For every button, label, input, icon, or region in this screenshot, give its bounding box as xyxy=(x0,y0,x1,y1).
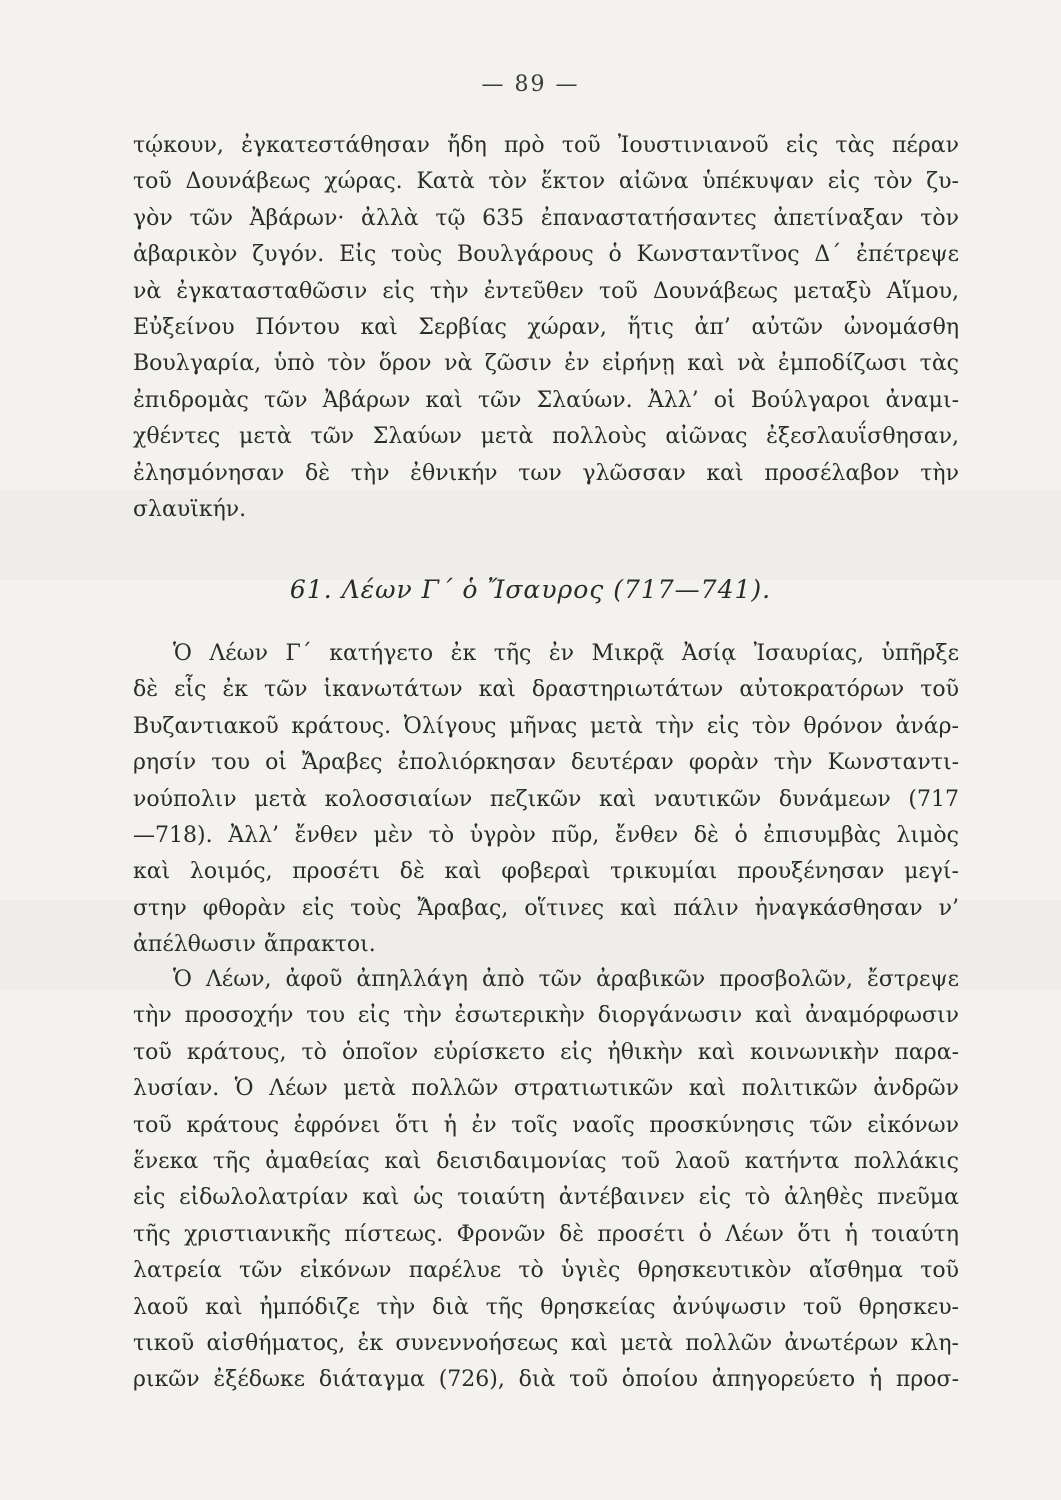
text-line: Εὐξείνου Πόντου καὶ Σερβίας χώραν, ἥτις ἀπ’ αὐτῶν ὠνομάσθη xyxy=(133,315,959,341)
text-line: εἰς εἰδωλολατρίαν καὶ ὡς τοιαύτη ἀντέβαινεν εἰς τὸ ἀληθὲς πνεῦμα xyxy=(133,1185,959,1211)
text-line: Ὁ Λέων, ἀφοῦ ἀπηλλάγη ἀπὸ τῶν ἀραβικῶν προσβολῶν, ἔστρεψε xyxy=(173,967,959,992)
text-line: λατρεία τῶν εἰκόνων παρέλυε τὸ ὑγιὲς θρησκευτικὸν αἴσθημα τοῦ xyxy=(133,1258,959,1284)
text-line: λυσίαν. Ὁ Λέων μετὰ πολλῶν στρατιωτικῶν καὶ πολιτικῶν ἀνδρῶν xyxy=(133,1076,959,1102)
text-line: χθέντες μετὰ τῶν Σλαύων μετὰ πολλοὺς αἰῶνας ἐξεσλαυΐσθησαν, xyxy=(133,424,959,450)
text-line: τοῦ κράτους ἐφρόνει ὅτι ἡ ἐν τοῖς ναοῖς προσκύνησις τῶν εἰκόνων xyxy=(133,1112,959,1138)
text-line: καὶ λοιμός, προσέτι δὲ καὶ φοβεραὶ τρικυμίαι προυξένησαν μεγί- xyxy=(133,859,959,885)
text-line: τῆς χριστιανικῆς πίστεως. Φρονῶν δὲ προσέτι ὁ Λέων ὅτι ἡ τοιαύτη xyxy=(133,1221,959,1247)
section-heading: 61. Λέων Γ΄ ὁ Ἴσαυρος (717—741). xyxy=(289,575,772,604)
text-line: ἕνεκα τῆς ἀμαθείας καὶ δεισιδαιμονίας τοῦ λαοῦ κατήντα πολλάκις xyxy=(133,1149,959,1175)
text-line: ἐλησμόνησαν δὲ τὴν ἐθνικήν των γλῶσσαν καὶ προσέλαβον τὴν xyxy=(133,460,959,486)
text-line: Βουλγαρία, ὑπὸ τὸν ὅρον νὰ ζῶσιν ἐν εἰρήνῃ καὶ νὰ ἐμποδίζωσι τὰς xyxy=(133,351,959,377)
text-line: δὲ εἷς ἐκ τῶν ἱκανωτάτων καὶ δραστηριωτάτων αὐτοκρατόρων τοῦ xyxy=(133,677,959,703)
page-number: — 89 — xyxy=(481,72,580,97)
text-line: Βυζαντιακοῦ κράτους. Ὀλίγους μῆνας μετὰ τὴν εἰς τὸν θρόνον ἀνάρ- xyxy=(133,713,959,739)
paragraph-1 xyxy=(133,128,959,528)
text-line: ρικῶν ἐξέδωκε διάταγμα (726), διὰ τοῦ ὁποίου ἀπηγορεύετο ἡ προσ- xyxy=(133,1367,959,1393)
text-line: τικοῦ αἰσθήματος, ἐκ συνεννοήσεως καὶ μετὰ πολλῶν ἀνωτέρων κλη- xyxy=(133,1331,959,1357)
text-line: τοῦ Δουνάβεως χώρας. Κατὰ τὸν ἕκτον αἰῶνα ὑπέκυψαν εἰς τὸν ζυ- xyxy=(133,169,959,195)
text-line: ρησίν του οἱ Ἄραβες ἐπολιόρκησαν δευτέραν φορὰν τὴν Κωνσταντι- xyxy=(133,750,959,776)
text-line: —718). Ἀλλ’ ἔνθεν μὲν τὸ ὑγρὸν πῦρ, ἔνθεν δὲ ὁ ἐπισυμβὰς λιμὸς xyxy=(133,823,959,849)
text-line: σλαυϊκήν. xyxy=(133,497,247,523)
text-line: γὸν τῶν Ἀβάρων· ἀλλὰ τῷ 635 ἐπαναστατήσαντες ἀπετίναξαν τὸν xyxy=(133,205,959,231)
paragraph-2 xyxy=(133,636,959,964)
text-line: νὰ ἐγκατασταθῶσιν εἰς τὴν ἐντεῦθεν τοῦ Δουνάβεως μεταξὺ Αἵμου, xyxy=(133,278,959,304)
text-line: τὴν προσοχήν του εἰς τὴν ἐσωτερικὴν διοργάνωσιν καὶ ἀναμόρφωσιν xyxy=(133,1003,959,1029)
text-line: τῴκουν, ἐγκατεστάθησαν ἤδη πρὸ τοῦ Ἰουστινιανοῦ εἰς τὰς πέραν xyxy=(133,133,959,158)
text-line: νούπολιν μετὰ κολοσσιαίων πεζικῶν καὶ ναυτικῶν δυνάμεων (717 xyxy=(133,786,959,812)
text-line: στην φθορὰν εἰς τοὺς Ἄραβας, οἵτινες καὶ πάλιν ἠναγκάσθησαν ν’ xyxy=(133,895,959,921)
text-line: λαοῦ καὶ ἠμπόδιζε τὴν διὰ τῆς θρησκείας ἀνύψωσιν τοῦ θρησκευ- xyxy=(133,1294,959,1320)
text-line: ἀπέλθωσιν ἄπρακτοι. xyxy=(133,932,376,958)
text-line: τοῦ κράτους, τὸ ὁποῖον εὑρίσκετο εἰς ἠθικὴν καὶ κοινωνικὴν παρα- xyxy=(133,1039,959,1065)
text-line: Ὁ Λέων Γ΄ κατήγετο ἐκ τῆς ἐν Μικρᾷ Ἀσίᾳ Ἰσαυρίας, ὑπῆρξε xyxy=(173,641,959,666)
text-line: ἀβαρικὸν ζυγόν. Εἰς τοὺς Βουλγάρους ὁ Κωνσταντῖνος Δ΄ ἐπέτρεψε xyxy=(133,242,959,268)
paragraph-3 xyxy=(133,962,959,1399)
text-line: ἐπιδρομὰς τῶν Ἀβάρων καὶ τῶν Σλαύων. Ἀλλ’ οἱ Βούλγαροι ἀναμι- xyxy=(133,387,959,413)
